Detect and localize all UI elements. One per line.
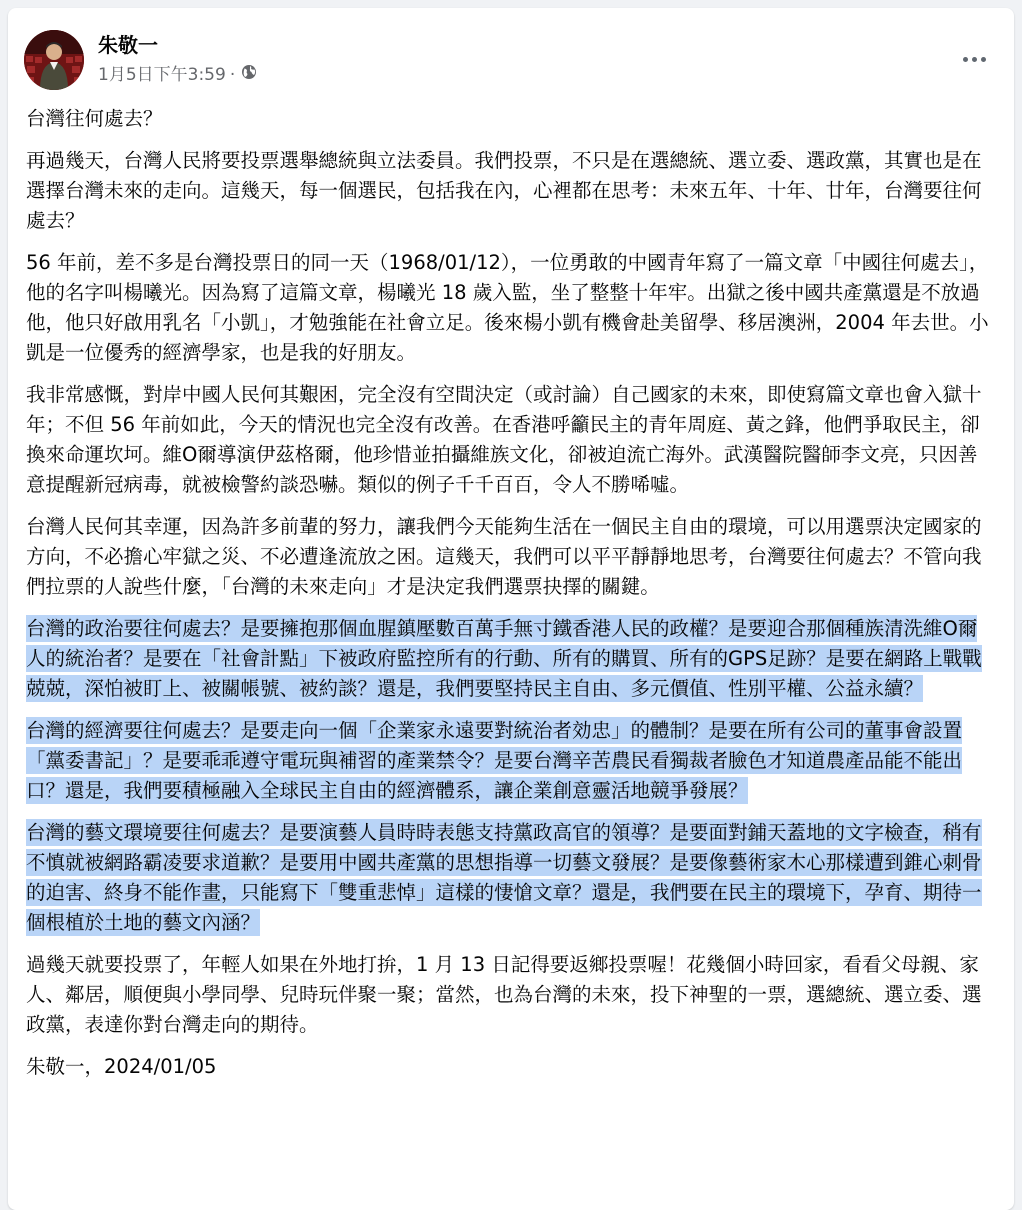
post-paragraph: 過幾天就要投票了，年輕人如果在外地打拚，1 月 13 日記得要返鄉投票喔！花幾個小時回家，看看父母親、家人、鄰居，順便與小學同學、兒時玩伴聚一聚；當然，也為台灣的未來，投下神聖的一票，選總統、選立委、選政黨，表達你對台灣走向的期待。 (26, 953, 982, 1036)
post-paragraph (26, 716, 992, 806)
post-meta (98, 64, 257, 86)
author-name[interactable]: 朱敬一 (98, 33, 158, 57)
selected-text-highlight: 台灣的藝文環境要往何處去？是要演藝人員時時表態支持黨政高官的領導？是要面對鋪天蓋地的文字檢查，稍有不慎就被網路霸凌要求道歉？是要用中國共產黨的思想指導一切藝文發展？是要像藝術家木心那樣遭到錐心刺骨的迫害、終身不能作畫，只能寫下「雙重悲悼」這樣的悽愴文章？還是，我們要在民主的環境下，孕育、期待一個根植於土地的藝文內涵？ (26, 821, 982, 934)
more-dot (972, 57, 977, 62)
selected-text-highlight: 台灣的政治要往何處去？是要擁抱那個血腥鎮壓數百萬手無寸鐵香港人民的政權？是要迎合那個種族清洗維O爾人的統治者？是要在「社會計點」下被政府監控所有的行動、所有的購買、所有的GPS足跡？是要在網路上戰戰兢兢，深怕被盯上、被關帳號、被約談？還是，我們要堅持民主自由、多元價值、性別平權、公益永續？ (26, 617, 982, 700)
facebook-post-card (8, 8, 1014, 1210)
post-paragraph (26, 614, 992, 704)
more-dot (963, 57, 968, 62)
more-options-icon[interactable] (956, 44, 992, 74)
post-paragraph: 再過幾天，台灣人民將要投票選舉總統與立法委員。我們投票，不只是在選總統、選立委、選政黨，其實也是在選擇台灣未來的走向。這幾天，每一個選民，包括我在內，心裡都在思考：未來五年、十年、廿年，台灣要往何處去？ (26, 149, 982, 232)
post-title: 台灣往何處去？ (26, 107, 163, 130)
avatar[interactable] (24, 30, 84, 90)
globe-icon (241, 64, 257, 86)
post-paragraph: 我非常感慨，對岸中國人民何其艱困，完全沒有空間決定（或討論）自己國家的未來，即使寫篇文章也會入獄十年；不但 56 年前如此，今天的情況也完全沒有改善。在香港呼籲民主的青年周庭、黃之鋒，他們爭取民主，卻換來命運坎坷。維O爾導演伊茲格爾，他珍惜並拍攝維族文化，卻被迫流亡海外。武漢醫院醫師李文亮，只因善意提醒新冠病毒，就被檢警約談恐嚇。類似的例子千千百百，令人不勝唏噓。 (26, 383, 982, 496)
post-header (24, 30, 998, 94)
post-signature: 朱敬一，2024/01/05 (26, 1055, 217, 1078)
post-paragraphs (26, 146, 992, 1040)
more-dot (981, 57, 986, 62)
post-paragraph: 56 年前，差不多是台灣投票日的同一天（1968/01/12），一位勇敢的中國青年寫了一篇文章「中國往何處去」，他的名字叫楊曦光。因為寫了這篇文章，楊曦光 18 歲入監，坐了整整十年牢。出獄之後中國共產黨還是不放過他，他只好啟用乳名「小凱」，才勉強能在社會立足。後來楊小凱有機會赴美留學、移居澳洲，2004 年去世。小凱是一位優秀的經濟學家，也是我的好朋友。 (26, 251, 989, 364)
post-paragraph: 台灣人民何其幸運，因為許多前輩的努力，讓我們今天能夠生活在一個民主自由的環境，可以用選票決定國家的方向，不必擔心牢獄之災、不必遭逢流放之困。這幾天，我們可以平平靜靜地思考，台灣要往何處去？不管向我們拉票的人說些什麼，「台灣的未來走向」才是決定我們選票抉擇的關鍵。 (26, 515, 982, 598)
meta-separator: · (229, 65, 236, 85)
selected-text-highlight: 台灣的經濟要往何處去？是要走向一個「企業家永遠要對統治者効忠」的體制？是要在所有公司的董事會設置「黨委書記」？是要乖乖遵守電玩與補習的產業禁令？是要台灣辛苦農民看獨裁者臉色才知道農產品能不能出口？還是，我們要積極融入全球民主自由的經濟體系，讓企業創意靈活地競爭發展？ (26, 719, 963, 802)
post-body (26, 104, 992, 1094)
post-paragraph (26, 818, 992, 938)
post-timestamp[interactable]: 1月5日下午3:59 (98, 65, 226, 85)
